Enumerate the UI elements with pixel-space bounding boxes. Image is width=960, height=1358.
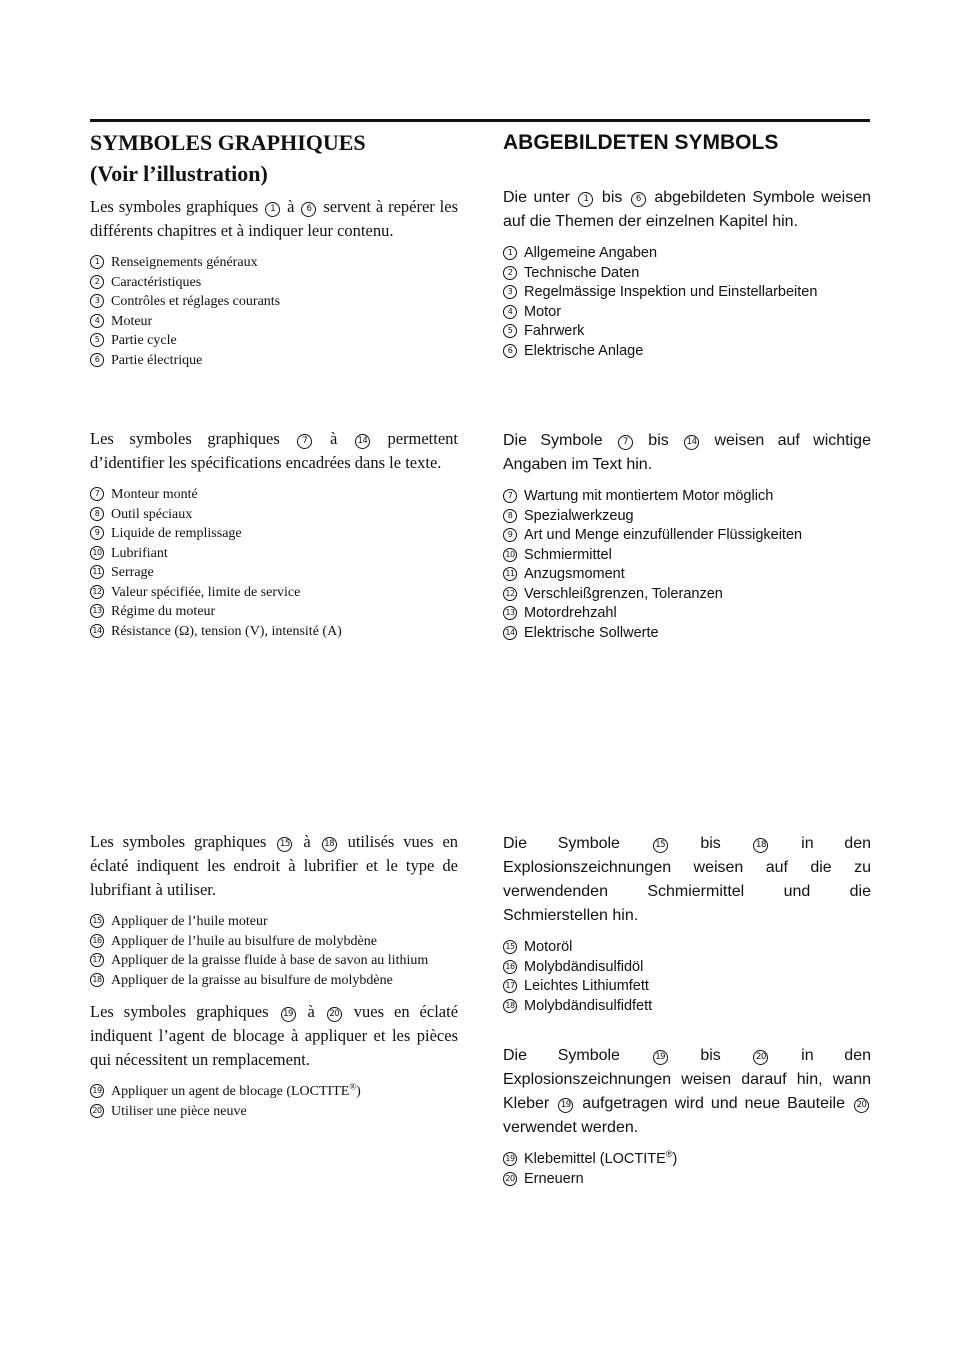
list-item: 16 Appliquer de l’huile au bisulfure de molybdène [90, 932, 458, 952]
list-item: 9 Art und Menge einzufüllender Flüssigkeiten [503, 526, 871, 546]
symbol-number-badge: 19 [281, 1007, 296, 1022]
symbol-number-badge: 6 [301, 202, 316, 217]
list-item: 5 Partie cycle [90, 331, 458, 351]
symbol-number-badge: 17 [503, 979, 517, 993]
symbol-number-badge: 6 [503, 344, 517, 358]
list-item: 10 Schmiermittel [503, 546, 871, 566]
list-item: 13 Motordrehzahl [503, 604, 871, 624]
symbol-number-badge: 1 [265, 202, 280, 217]
symbol-number-badge: 3 [90, 294, 104, 308]
list-item: 12 Verschleißgrenzen, Toleranzen [503, 585, 871, 605]
list-item: 19 Klebemittel (LOCTITE®) [503, 1150, 871, 1170]
symbol-number-badge: 19 [653, 1050, 668, 1065]
de-section-1 [503, 127, 871, 361]
symbol-number-badge: 18 [753, 838, 768, 853]
symbol-number-badge: 10 [90, 546, 104, 560]
symbol-number-badge: 7 [618, 435, 633, 450]
symbol-number-badge: 20 [327, 1007, 342, 1022]
fr-intro-1: Les symboles graphiques 1 à 6 servent à repérer les différents chapitres et à indiquer leur contenu. [90, 197, 459, 240]
list-item: 6 Elektrische Anlage [503, 342, 871, 362]
de-symbol-list-4 [503, 1150, 871, 1189]
symbol-number-badge: 11 [503, 567, 517, 581]
symbol-number-badge: 4 [90, 314, 104, 328]
list-item: 4 Moteur [90, 312, 458, 332]
de-symbol-list-1 [503, 244, 871, 361]
list-item: 4 Motor [503, 303, 871, 323]
symbol-number-badge: 2 [90, 275, 104, 289]
fr-title-line1: SYMBOLES GRAPHIQUES [90, 130, 366, 155]
symbol-number-badge: 16 [503, 960, 517, 974]
fr-symbol-list-4 [90, 1082, 458, 1121]
fr-symbol-list-3 [90, 912, 458, 990]
list-item: 3 Regelmässige Inspektion und Einstellarbeiten [503, 283, 871, 303]
list-item: 14 Résistance (Ω), tension (V), intensité (A) [90, 622, 458, 642]
symbol-number-badge: 18 [503, 999, 517, 1013]
symbol-number-badge: 19 [90, 1084, 104, 1098]
symbol-number-badge: 14 [355, 434, 370, 449]
de-symbol-list-3 [503, 938, 871, 1016]
list-item: 16 Molybdändisulfidöl [503, 958, 871, 978]
de-section-3 [503, 832, 871, 1189]
symbol-number-badge: 15 [503, 940, 517, 954]
fr-symbol-list-1 [90, 253, 458, 370]
symbol-number-badge: 15 [277, 837, 292, 852]
symbol-number-badge: 17 [90, 953, 104, 967]
de-intro-1: Die unter 1 bis 6 abgebildeten Symbole weisen auf die Themen der einzelnen Kapitel hin. [503, 189, 871, 230]
symbol-number-badge: 20 [854, 1098, 869, 1113]
symbol-number-badge: 19 [503, 1152, 517, 1166]
de-intro-3: Die Symbole 15 bis 18 in den Explosionszeichnungen weisen auf die zu verwendenden Schmiermittel und die Schmierstellen hin. [503, 835, 871, 924]
list-item: 12 Valeur spécifiée, limite de service [90, 583, 458, 603]
de-symbol-list-2 [503, 487, 871, 643]
list-item: 3 Contrôles et réglages courants [90, 292, 458, 312]
fr-intro-3: Les symboles graphiques 15 à 18 utilisés vues en éclaté indiquent les endroit à lubrifier et le type de lubrifiant à utiliser. [90, 832, 459, 899]
fr-section-1 [90, 127, 458, 370]
symbol-number-badge: 5 [90, 333, 104, 347]
symbol-number-badge: 7 [503, 489, 517, 503]
list-item: 20 Utiliser une pièce neuve [90, 1102, 458, 1122]
list-item: 13 Régime du moteur [90, 602, 458, 622]
list-item: 20 Erneuern [503, 1170, 871, 1190]
list-item: 6 Partie électrique [90, 351, 458, 371]
symbol-number-badge: 8 [90, 507, 104, 521]
fr-title-line2: (Voir l’illustration) [90, 161, 268, 186]
list-item: 14 Elektrische Sollwerte [503, 624, 871, 644]
fr-intro-2: Les symboles graphiques 7 à 14 permettent d’identifier les spécifications encadrées dans le texte. [90, 429, 459, 472]
fr-intro-4: Les symboles graphiques 19 à 20 vues en éclaté indiquent l’agent de blocage à appliquer et les pièces qui nécessitent un remplacement. [90, 1002, 459, 1069]
symbol-number-badge: 13 [90, 604, 104, 618]
symbol-number-badge: 5 [503, 324, 517, 338]
symbol-number-badge: 4 [503, 305, 517, 319]
symbol-number-badge: 10 [503, 548, 517, 562]
list-item: 2 Technische Daten [503, 264, 871, 284]
list-item: 5 Fahrwerk [503, 322, 871, 342]
fr-section-2 [90, 427, 458, 641]
list-item: 11 Anzugsmoment [503, 565, 871, 585]
symbol-number-badge: 2 [503, 266, 517, 280]
symbol-number-badge: 1 [503, 246, 517, 260]
list-item: 8 Outil spéciaux [90, 505, 458, 525]
list-item: 2 Caractéristiques [90, 273, 458, 293]
list-item: 11 Serrage [90, 563, 458, 583]
list-item: 15 Motoröl [503, 938, 871, 958]
symbol-number-badge: 20 [90, 1104, 104, 1118]
list-item: 18 Appliquer de la graisse au bisulfure de molybdène [90, 971, 458, 991]
symbol-number-badge: 3 [503, 285, 517, 299]
symbol-number-badge: 16 [90, 934, 104, 948]
symbol-number-badge: 6 [90, 353, 104, 367]
symbol-number-badge: 12 [503, 587, 517, 601]
list-item: 8 Spezialwerkzeug [503, 507, 871, 527]
symbol-number-badge: 20 [503, 1172, 517, 1186]
symbol-number-badge: 15 [90, 914, 104, 928]
symbol-number-badge: 14 [90, 624, 104, 638]
list-item: 1 Renseignements généraux [90, 253, 458, 273]
symbol-number-badge: 6 [631, 192, 646, 207]
symbol-number-badge: 15 [653, 838, 668, 853]
list-item: 10 Lubrifiant [90, 544, 458, 564]
symbol-number-badge: 11 [90, 565, 104, 579]
list-item: 15 Appliquer de l’huile moteur [90, 912, 458, 932]
list-item: 19 Appliquer un agent de blocage (LOCTITE®) [90, 1082, 458, 1102]
list-item: 18 Molybdändisulfidfett [503, 997, 871, 1017]
symbol-number-badge: 1 [90, 255, 104, 269]
de-intro-2: Die Symbole 7 bis 14 weisen auf wichtige Angaben im Text hin. [503, 432, 871, 473]
symbol-number-badge: 7 [297, 434, 312, 449]
symbol-number-badge: 13 [503, 606, 517, 620]
symbol-number-badge: 7 [90, 487, 104, 501]
list-item: 17 Leichtes Lithiumfett [503, 977, 871, 997]
symbol-number-badge: 8 [503, 509, 517, 523]
list-item: 7 Wartung mit montiertem Motor möglich [503, 487, 871, 507]
fr-symbol-list-2 [90, 485, 458, 641]
symbol-number-badge: 9 [503, 528, 517, 542]
de-title: ABGEBILDETEN SYMBOLS [503, 131, 779, 154]
fr-title [90, 127, 458, 189]
symbol-number-badge: 19 [558, 1098, 573, 1113]
list-item: 9 Liquide de remplissage [90, 524, 458, 544]
header-rule [90, 119, 870, 122]
symbol-number-badge: 9 [90, 526, 104, 540]
fr-section-3 [90, 830, 458, 1121]
de-intro-4: Die Symbole 19 bis 20 in den Explosionszeichnungen weisen darauf hin, wann Kleber 19 aufgetragen wird und neue Bauteile 20 verwendet werden. [503, 1047, 871, 1136]
symbol-number-badge: 12 [90, 585, 104, 599]
symbol-number-badge: 14 [684, 435, 699, 450]
list-item: 17 Appliquer de la graisse fluide à base de savon au lithium [90, 951, 458, 971]
list-item: 1 Allgemeine Angaben [503, 244, 871, 264]
symbol-number-badge: 18 [90, 973, 104, 987]
symbol-number-badge: 18 [322, 837, 337, 852]
symbol-number-badge: 1 [578, 192, 593, 207]
symbol-number-badge: 20 [753, 1050, 768, 1065]
de-section-2 [503, 429, 871, 643]
symbol-number-badge: 14 [503, 626, 517, 640]
list-item: 7 Monteur monté [90, 485, 458, 505]
